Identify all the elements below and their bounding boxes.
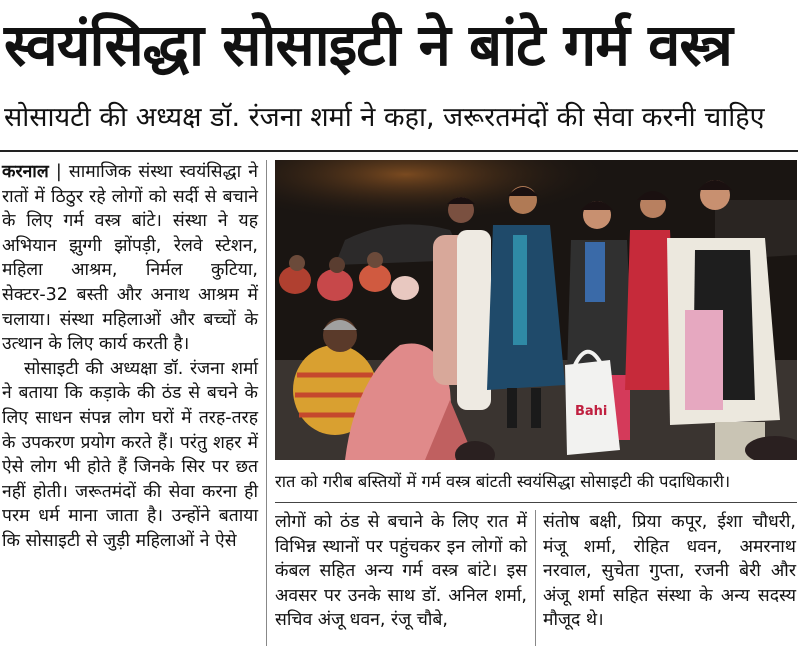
photo-caption: रात को गरीब बस्तियों में गर्म वस्त्र बांटती स्वयंसिद्धा सोसाइटी की पदाधिकारी।: [275, 472, 731, 491]
caption-divider: [275, 502, 797, 503]
article-column-1: [2, 160, 258, 646]
paragraph-1-text: सामाजिक संस्था स्वयंसिद्धा ने रातों में ठिठुर रहे लोगों को सर्दी से बचाने के लिए गर्म वस्त्र बांटे। संस्था ने यह अभियान झुग्गी झोंपड़ी, रेलवे स्टेशन, महिला आश्रम, निर्मल कुटिया, सेक्टर-32 बस्ती और अनाथ आश्रम में चलाया। संस्था महिलाओं और बच्चों के उत्थान के लिए कार्य करती है।: [2, 162, 258, 355]
dateline: करनाल: [2, 162, 49, 182]
column-divider-2: [535, 510, 536, 646]
news-photo: [275, 160, 797, 460]
headline: स्वयंसिद्धा सोसाइटी ने बांटे गर्म वस्त्र: [4, 11, 732, 79]
article-paragraph-2: सोसाइटी की अध्यक्षा डॉ. रंजना शर्मा ने बताया कि कड़ाके की ठंड से बचने के लिए साधन संपन्न लोग घरों में तरह-तरह के उपकरण प्रयोग करते हैं। परंतु शहर में ऐसे लोग भी होते हैं जिनके सिर पर छत नहीं होती। जरूतमंदों की सेवा करना ही परम धर्म माना जाता है। उन्होंने बताया कि सोसाइटी से जुड़ी महिलाओं ने ऐसे: [2, 358, 258, 551]
article-column-3: संतोष बक्षी, प्रिया कपूर, ईशा चौधरी, मंजू शर्मा, रोहित धवन, अमरनाथ नरवाल, सुचेता गुप्ता, रजनी बेरी और अंजू शर्मा सहित संस्था के अन्य सदस्य मौजूद थे।: [543, 512, 796, 631]
article-paragraph-1: करनाल | सामाजिक संस्था स्वयंसिद्धा ने रातों में ठिठुर रहे लोगों को सर्दी से बचाने के लिए गर्म वस्त्र बांटे। संस्था ने यह अभियान झुग्गी झोंपड़ी, रेलवे स्टेशन, महिला आश्रम, निर्मल कुटिया, सेक्टर-32 बस्ती और अनाथ आश्रम में चलाया। संस्था महिलाओं और बच्चों के उत्थान के लिए कार्य करती है।: [2, 162, 258, 355]
subheadline: सोसायटी की अध्यक्ष डॉ. रंजना शर्मा ने कहा, जरूरतमंदों की सेवा करनी चाहिए: [4, 102, 765, 133]
bag-label: Bahi: [575, 404, 608, 419]
article-column-2: लोगों को ठंड से बचाने के लिए रात में विभिन्न स्थानों पर पहुंचकर इन लोगों को कंबल सहित अन्य गर्म वस्त्र बांटे। इस अवसर पर उनके साथ डॉ. अनिल शर्मा, सचिव अंजू धवन, रंजू चौबे,: [275, 512, 527, 631]
column-divider-1: [266, 160, 267, 646]
header-divider: [0, 150, 798, 152]
photo-illustration: [275, 160, 797, 460]
